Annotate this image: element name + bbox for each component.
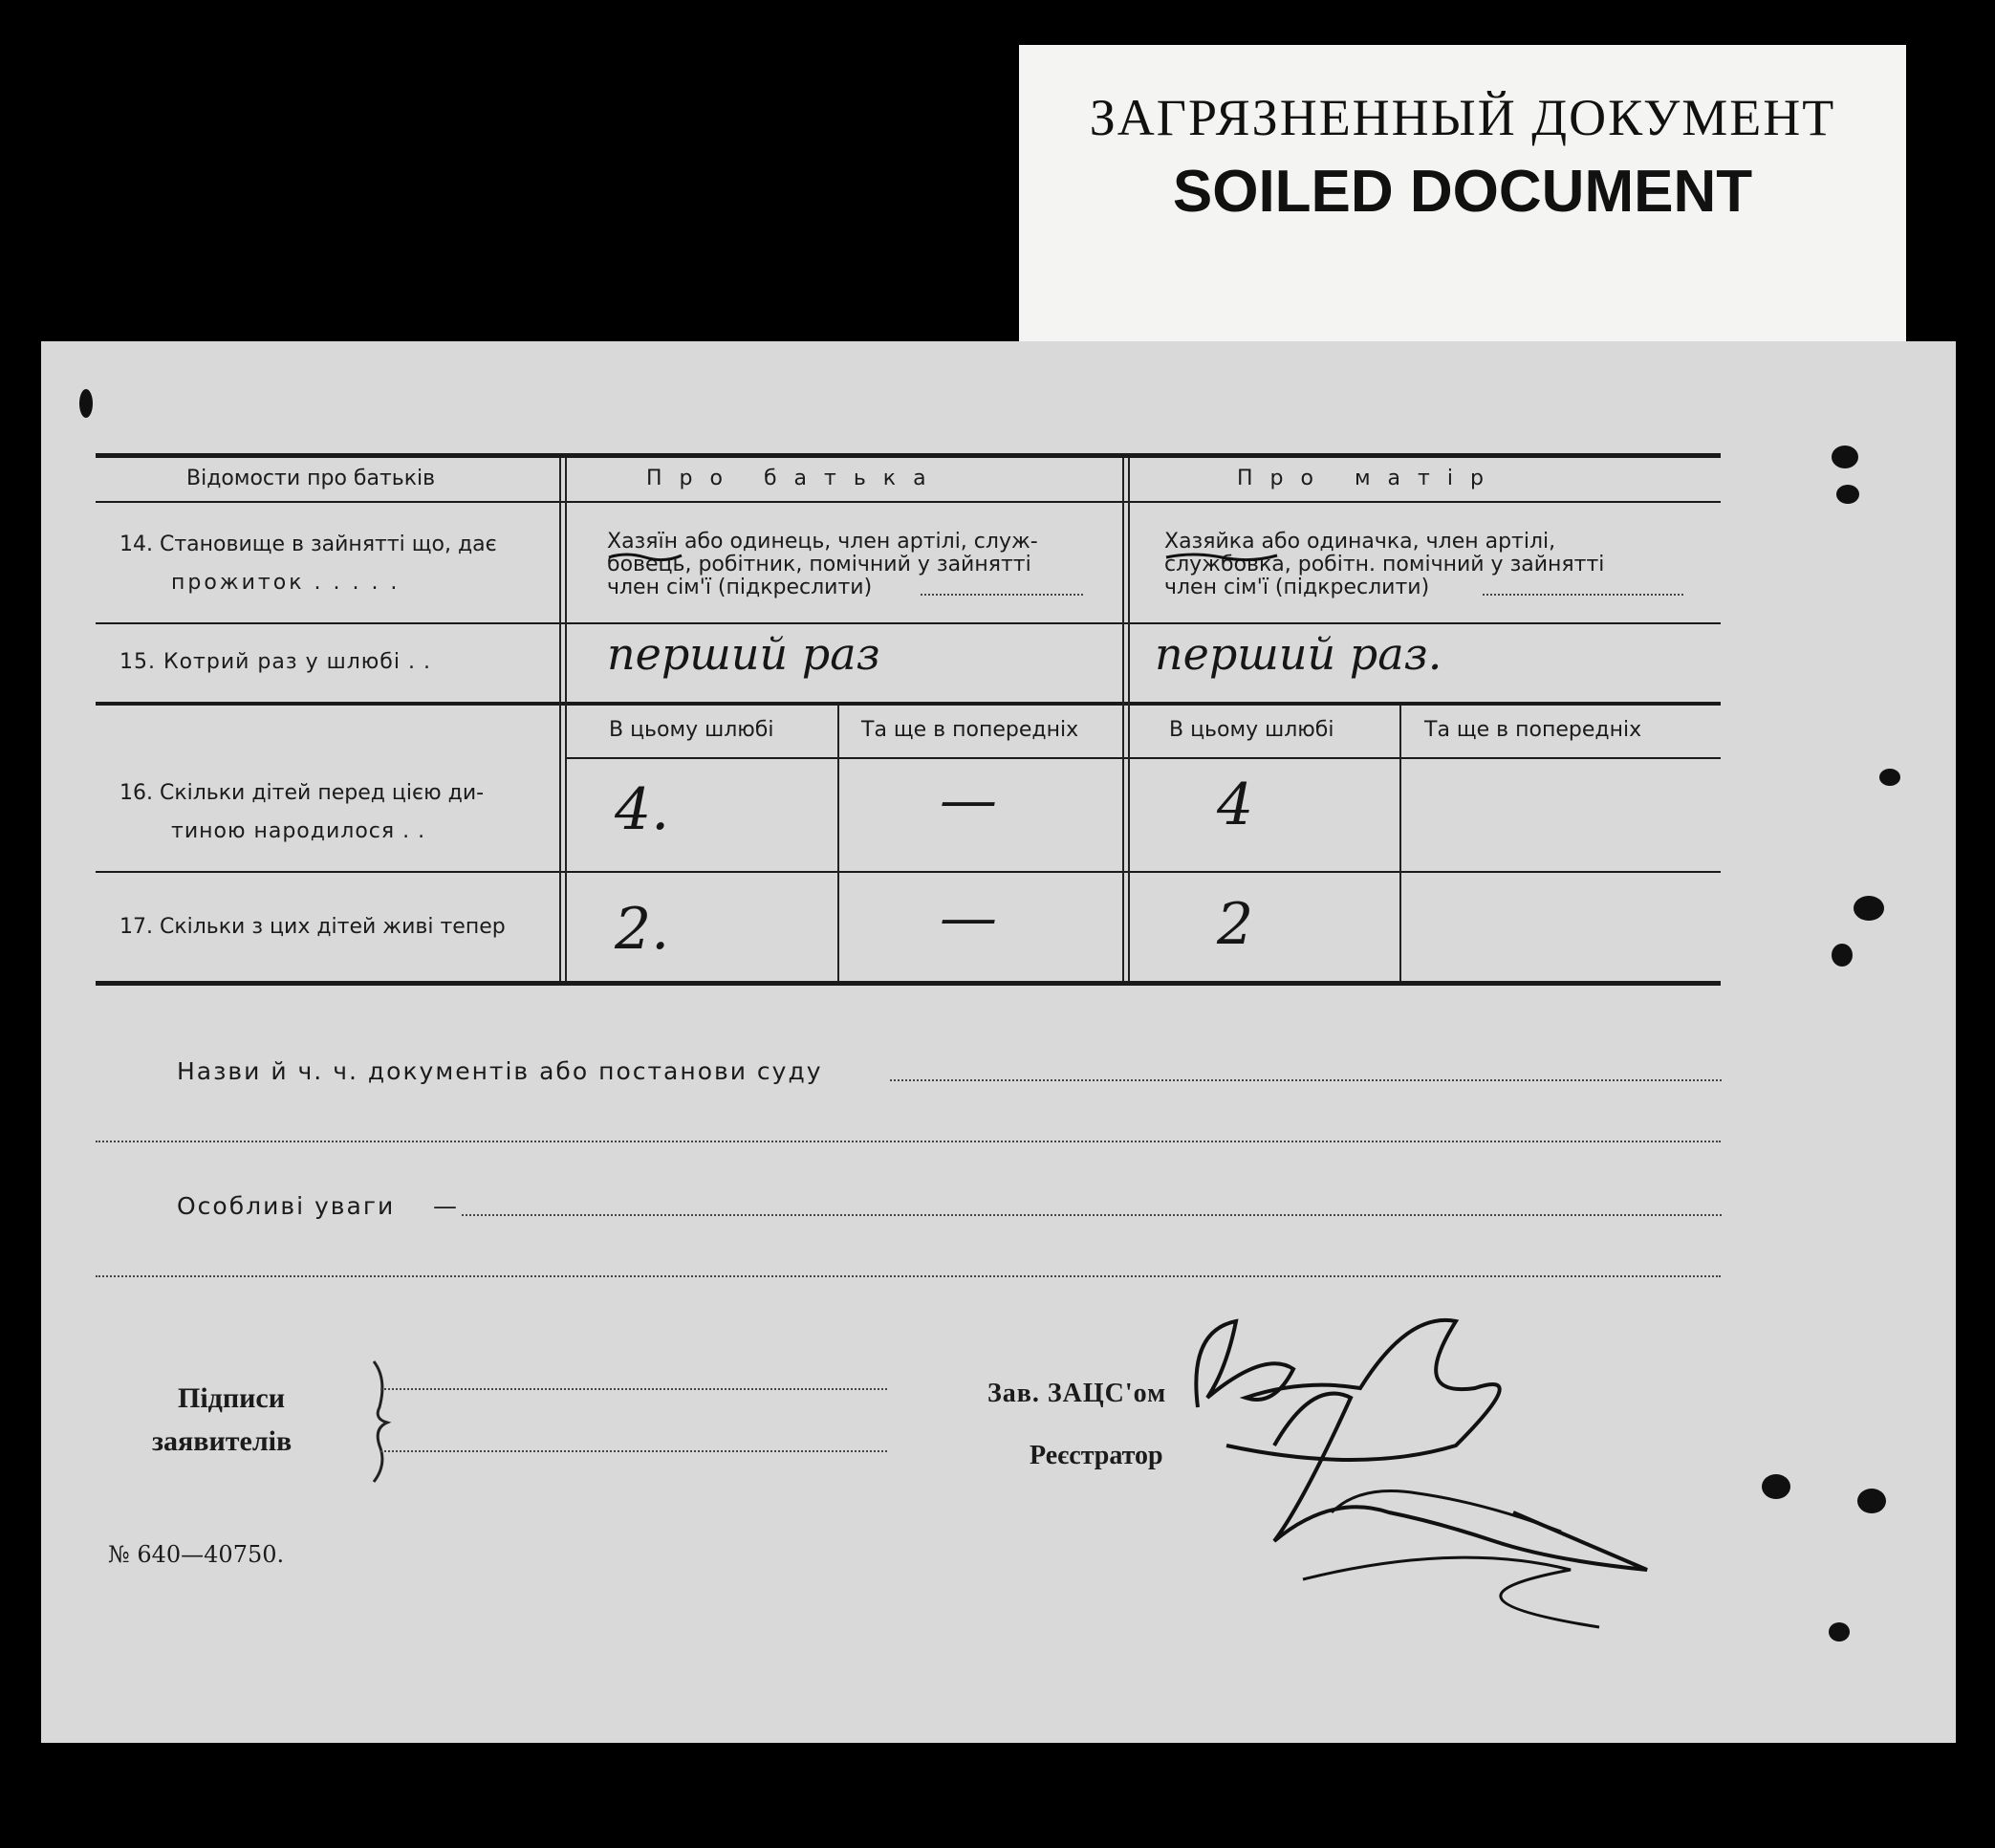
row14-label-line1: 14. Становище в зайнятті що, дає [119, 533, 497, 556]
row14-mother-line3: член сім'ї (підкреслити) [1164, 576, 1430, 599]
row16-rule [96, 871, 1721, 873]
row14-mother-line2: службовка, робітн. помічний у зайнятті [1164, 553, 1605, 576]
underline-khaziaika [1164, 550, 1279, 563]
row16-father-current: 4. [615, 776, 670, 843]
row16-father-previous: — [940, 767, 997, 834]
form-sheet [41, 341, 1956, 1743]
subheader-mother-current: В цьому шлюбі [1169, 718, 1334, 742]
applicants-label-line1: Підписи [178, 1382, 286, 1414]
header-rule [96, 501, 1721, 503]
applicants-label-line2: заявителів [152, 1425, 293, 1457]
remarks-blank [462, 1214, 1722, 1216]
applicant-signature-line-2 [380, 1450, 887, 1452]
row15-father-value: перший раз [607, 628, 880, 680]
col-divider-mother-sub [1399, 706, 1401, 981]
row14-label-line2: прожиток . . . . . [171, 571, 401, 595]
damage-spot [1762, 1474, 1790, 1499]
damage-spot [1832, 944, 1853, 967]
table-top-rule [96, 453, 1721, 458]
official-signatures [1169, 1254, 1819, 1665]
row14-rule [96, 622, 1721, 624]
row14-father-line3: член сім'ї (підкреслити) [607, 576, 873, 599]
damage-spot [1879, 769, 1900, 786]
damage-spot [1854, 896, 1884, 921]
label-english: SOILED DOCUMENT [1172, 159, 1753, 225]
head-label: Зав. ЗАЦС'ом [987, 1379, 1167, 1408]
registrar-label: Реєстратор [1030, 1441, 1163, 1470]
col-divider-2 [1122, 458, 1124, 981]
row16-mother-current: 4 [1217, 772, 1254, 838]
header-mother: Про матір [1237, 467, 1501, 490]
applicant-signature-line-1 [380, 1388, 887, 1390]
row14-mother-line1: Хазяйка або одиначка, член артілі, [1164, 530, 1556, 554]
row15-rule [96, 702, 1721, 706]
damage-spot [79, 389, 93, 418]
col-divider-1b [565, 458, 567, 981]
documents-label: Назви й ч. ч. документів або постанови суду [177, 1057, 823, 1085]
damage-spot [1832, 446, 1858, 468]
remarks-value: — [433, 1192, 457, 1220]
row17-label: 17. Скільки з цих дітей живі тепер [119, 915, 506, 939]
underline-khaziain [607, 550, 683, 563]
row14-mother-blank [1483, 594, 1683, 596]
row14-father-line2: бовець, робітник, помічний у зайнятті [607, 553, 1031, 576]
subheader-father-previous: Та ще в попередніх [861, 718, 1079, 742]
header-parents-info: Відомости про батьків [186, 467, 436, 490]
subheader-father-current: В цьому шлюбі [609, 718, 774, 742]
col-divider-2b [1128, 458, 1130, 981]
col-divider-1 [559, 458, 561, 981]
form-number: № 640—40750. [108, 1541, 285, 1568]
row14-father-blank [921, 594, 1083, 596]
row17-father-current: 2. [615, 896, 670, 963]
row17-mother-current: 2 [1217, 891, 1254, 958]
col-divider-father-sub [837, 706, 839, 981]
row15-mother-value: перший раз. [1155, 628, 1442, 680]
subheader-mother-previous: Та ще в попередніх [1424, 718, 1642, 742]
header-father: Про батька [646, 467, 943, 490]
applicants-brace [366, 1359, 395, 1484]
damage-spot [1829, 1622, 1850, 1641]
table-bottom-rule [96, 981, 1721, 986]
row15-label: 15. Котрий раз у шлюбі . . [119, 650, 431, 674]
row16-label-line2: тиною народилося . . [171, 819, 426, 843]
subheader-rule [567, 757, 1721, 759]
damage-spot [1857, 1489, 1886, 1513]
soiled-document-label [1019, 45, 1906, 344]
damage-spot [1836, 485, 1859, 504]
documents-blank [890, 1079, 1722, 1081]
row17-father-previous: — [940, 884, 997, 951]
remarks-label: Особливі уваги [177, 1192, 396, 1220]
row14-father-line1: Хазяїн або одинець, член артілі, служ- [607, 530, 1038, 554]
row16-label-line1: 16. Скільки дітей перед цією ди- [119, 781, 485, 805]
label-russian: ЗАГРЯЗНЕННЫЙ ДОКУМЕНТ [1089, 89, 1836, 146]
documents-blank-2 [96, 1141, 1721, 1142]
